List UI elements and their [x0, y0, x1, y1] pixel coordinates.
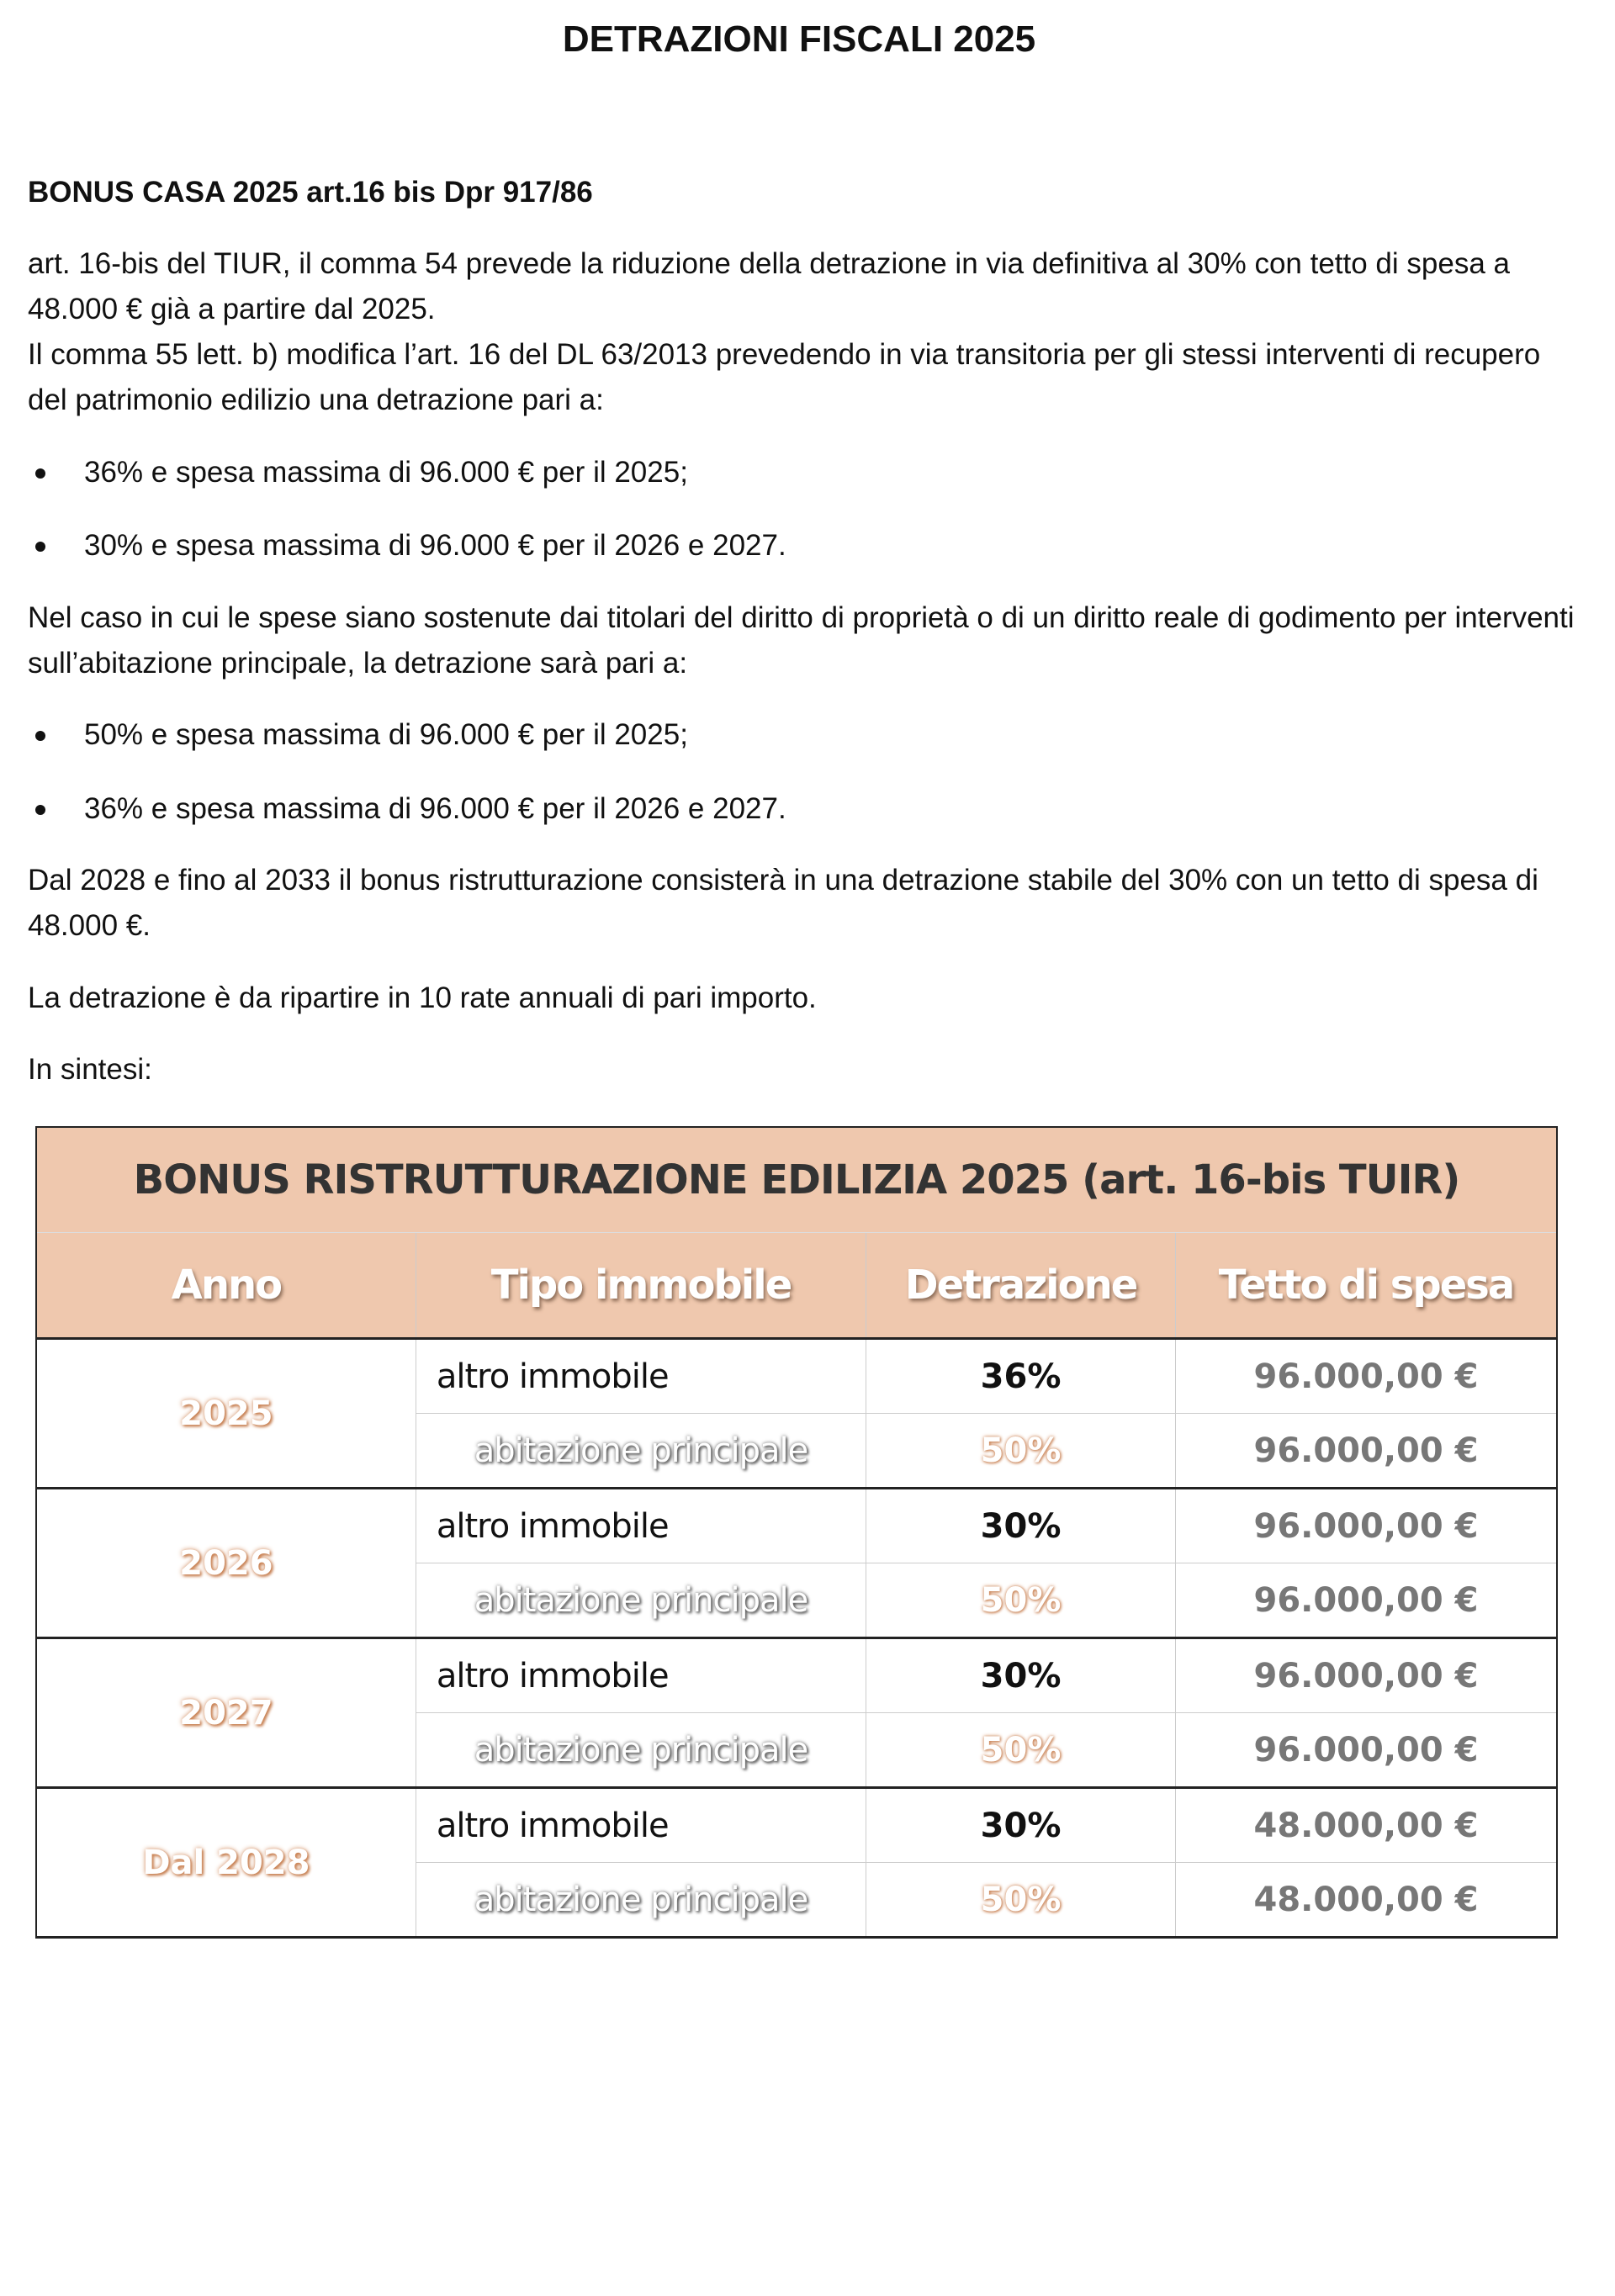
- column-header: Tetto di spesa: [1175, 1233, 1557, 1339]
- bullet-item: 36% e spesa massima di 96.000 € per il 2026 e 2027.: [84, 786, 786, 832]
- deduction-cell: 50%: [866, 1414, 1176, 1489]
- property-type-cell: abitazione principale: [416, 1863, 866, 1938]
- year-cell: 2026: [36, 1489, 416, 1638]
- column-header: Detrazione: [866, 1233, 1176, 1339]
- column-header: Tipo immobile: [416, 1233, 866, 1339]
- paragraph: In sintesi:: [28, 1053, 152, 1086]
- paragraph: Il comma 55 lett. b) modifica l’art. 16 del DL 63/2013 prevedendo in via transitoria per gli stessi interventi di recupero del patrimonio edilizio una detrazione pari a:: [28, 338, 1541, 416]
- property-type-cell: altro immobile: [416, 1489, 866, 1563]
- bullet-item: 50% e spesa massima di 96.000 € per il 2025;: [84, 712, 688, 758]
- spending-cap-cell: 96.000,00 €: [1175, 1563, 1557, 1638]
- year-cell: Dal 2028: [36, 1788, 416, 1938]
- bullet-item: 36% e spesa massima di 96.000 € per il 2025;: [84, 450, 688, 495]
- deduction-cell: 30%: [866, 1489, 1176, 1563]
- spending-cap-cell: 96.000,00 €: [1175, 1713, 1557, 1788]
- table-row: [36, 1638, 1557, 1713]
- document-title: DETRAZIONI FISCALI 2025: [562, 19, 1036, 60]
- table-row: [36, 1788, 1557, 1863]
- spending-cap-cell: 96.000,00 €: [1175, 1489, 1557, 1563]
- table-row: [36, 1339, 1557, 1414]
- spending-cap-cell: 48.000,00 €: [1175, 1863, 1557, 1938]
- table-row: [36, 1489, 1557, 1563]
- paragraph: art. 16-bis del TIUR, il comma 54 prevede la riduzione della detrazione in via definitiva al 30% con tetto di spesa a 48.000 € già a partire dal 2025.: [28, 247, 1510, 325]
- property-type-cell: altro immobile: [416, 1638, 866, 1713]
- property-type-cell: altro immobile: [416, 1788, 866, 1863]
- summary-table: [35, 1126, 1558, 1939]
- spending-cap-cell: 96.000,00 €: [1175, 1339, 1557, 1414]
- deduction-cell: 50%: [866, 1863, 1176, 1938]
- deduction-cell: 30%: [866, 1788, 1176, 1863]
- deduction-cell: 30%: [866, 1638, 1176, 1713]
- column-header: Anno: [36, 1233, 416, 1339]
- bullet-item: 30% e spesa massima di 96.000 € per il 2026 e 2027.: [84, 523, 786, 569]
- deduction-cell: 50%: [866, 1563, 1176, 1638]
- spending-cap-cell: 48.000,00 €: [1175, 1788, 1557, 1863]
- year-cell: 2025: [36, 1339, 416, 1489]
- table-title: BONUS RISTRUTTURAZIONE EDILIZIA 2025 (art. 16-bis TUIR): [36, 1127, 1557, 1233]
- paragraph: La detrazione è da ripartire in 10 rate annuali di pari importo.: [28, 981, 817, 1014]
- spending-cap-cell: 96.000,00 €: [1175, 1638, 1557, 1713]
- deduction-cell: 50%: [866, 1713, 1176, 1788]
- property-type-cell: abitazione principale: [416, 1563, 866, 1638]
- section-heading: BONUS CASA 2025 art.16 bis Dpr 917/86: [28, 176, 593, 209]
- spending-cap-cell: 96.000,00 €: [1175, 1414, 1557, 1489]
- year-cell: 2027: [36, 1638, 416, 1788]
- paragraph: Dal 2028 e fino al 2033 il bonus ristrutturazione consisterà in una detrazione stabile del 30% con un tetto di spesa di 48.000 €.: [28, 864, 1538, 942]
- paragraph: Nel caso in cui le spese siano sostenute dai titolari del diritto di proprietà o di un diritto reale di godimento per interventi sull’abitazione principale, la detrazione sarà pari a:: [28, 601, 1575, 680]
- property-type-cell: altro immobile: [416, 1339, 866, 1414]
- property-type-cell: abitazione principale: [416, 1414, 866, 1489]
- deduction-cell: 36%: [866, 1339, 1176, 1414]
- property-type-cell: abitazione principale: [416, 1713, 866, 1788]
